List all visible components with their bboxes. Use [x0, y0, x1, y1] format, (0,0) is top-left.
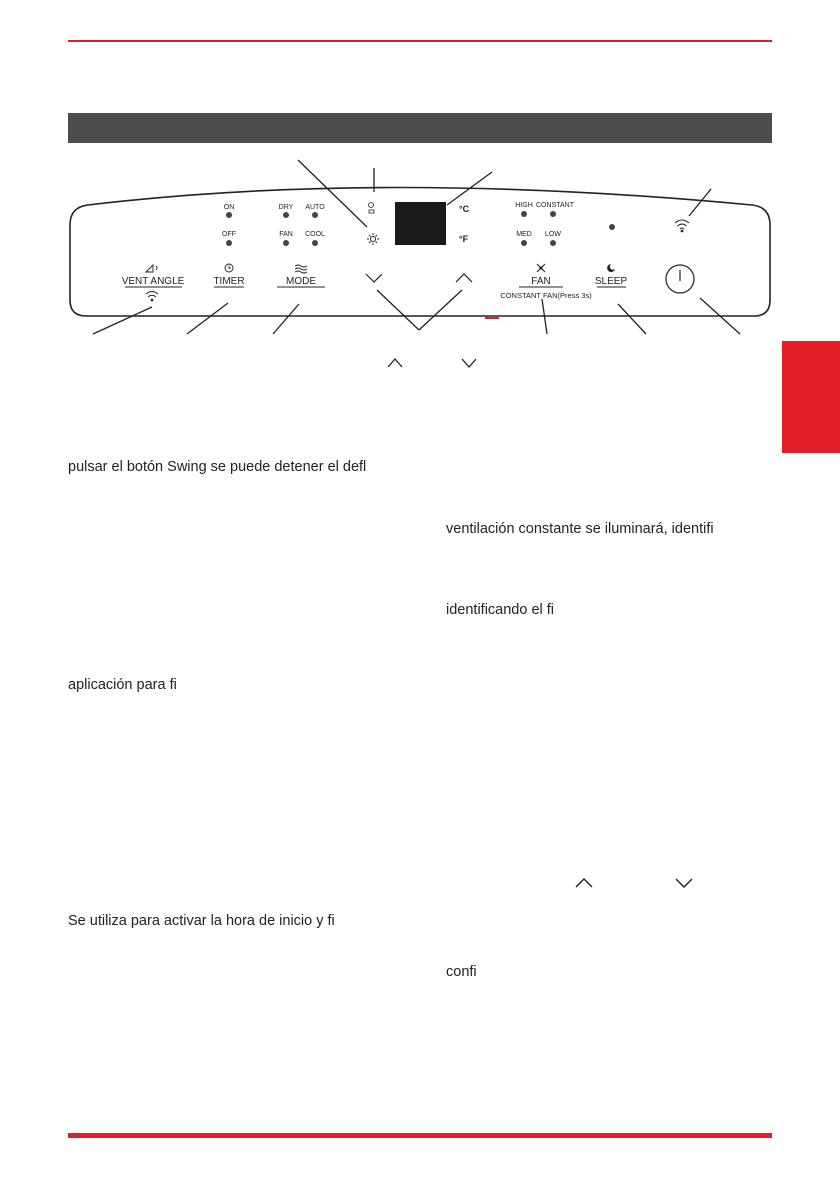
power-led [609, 224, 615, 230]
leader-line [187, 303, 228, 334]
bottom-rule [68, 1133, 772, 1138]
timer-button-label: TIMER [213, 276, 245, 287]
down-caret-icon [676, 879, 692, 887]
indicator-off-led [226, 240, 232, 246]
indicator-high-label: HIGH [515, 202, 533, 209]
sleep-button-label: SLEEP [594, 276, 628, 287]
text-line: identificando el fi [446, 602, 555, 618]
unit-celsius-label: °C [459, 204, 470, 214]
indicator-on-label: ON [223, 204, 235, 211]
filter-icon [369, 203, 375, 214]
indicator-med-label: MED [516, 231, 532, 238]
indicator-off-label: OFF [222, 231, 236, 238]
indicator-low-led [550, 240, 556, 246]
wifi-icon [675, 220, 689, 232]
constant-fan-hint: CONSTANT FAN(Press 3s) [500, 291, 592, 300]
indicator-auto-led [312, 212, 318, 218]
unit-fahrenheit-label: °F [459, 234, 469, 244]
fan-button-label: FAN [531, 276, 551, 287]
text-line: aplicación para fi [68, 677, 177, 693]
indicator-constant-led [550, 211, 556, 217]
leader-line [273, 304, 299, 334]
down-button-chevron-icon [366, 274, 382, 282]
vent-angle-icon [146, 265, 157, 272]
moon-icon [607, 264, 615, 272]
text-line: confi [446, 964, 477, 980]
language-side-tab [782, 341, 840, 453]
mode-button-label: MODE [286, 276, 316, 287]
power-icon [666, 265, 694, 293]
text-line: pulsar el botón Swing se puede detener el defl [68, 459, 367, 475]
leader-line [689, 189, 711, 216]
vent-angle-button-label: VENT ANGLE [121, 276, 185, 287]
fan-icon [537, 264, 545, 272]
leader-line [298, 160, 367, 227]
sun-icon [367, 233, 379, 245]
leader-line [618, 304, 646, 334]
wifi-small-icon [146, 292, 158, 301]
leader-line [93, 307, 152, 334]
indicator-low-label: LOW [545, 231, 561, 238]
indicator-on-led [226, 212, 232, 218]
top-rule [68, 40, 772, 42]
up-button-chevron-icon [456, 274, 472, 282]
indicator-cool-label: COOL [305, 231, 325, 238]
indicator-high-led [521, 211, 527, 217]
indicator-fan-label: FAN [279, 231, 293, 238]
indicator-dry-label: DRY [278, 204, 294, 211]
up-caret-icon [388, 359, 402, 367]
leader-line [377, 290, 419, 330]
indicator-dry-led [283, 212, 289, 218]
caret-pair-1 [386, 356, 496, 370]
mode-icon [295, 265, 307, 273]
caret-pair-2 [574, 876, 698, 890]
indicator-med-led [521, 240, 527, 246]
leader-line [419, 290, 462, 330]
indicator-auto-label: AUTO [305, 204, 325, 211]
control-panel-diagram [0, 150, 840, 340]
clock-icon [225, 264, 233, 272]
section-header-bar [68, 113, 772, 143]
down-caret-icon [462, 359, 476, 367]
up-caret-icon [576, 879, 592, 887]
text-line: Se utiliza para activar la hora de inicio y fi [68, 913, 335, 929]
digital-display [395, 202, 446, 245]
indicator-constant-label: CONSTANT [536, 202, 574, 209]
indicator-cool-led [312, 240, 318, 246]
indicator-fan-led [283, 240, 289, 246]
text-line: ventilación constante se iluminará, identifi [446, 521, 714, 537]
